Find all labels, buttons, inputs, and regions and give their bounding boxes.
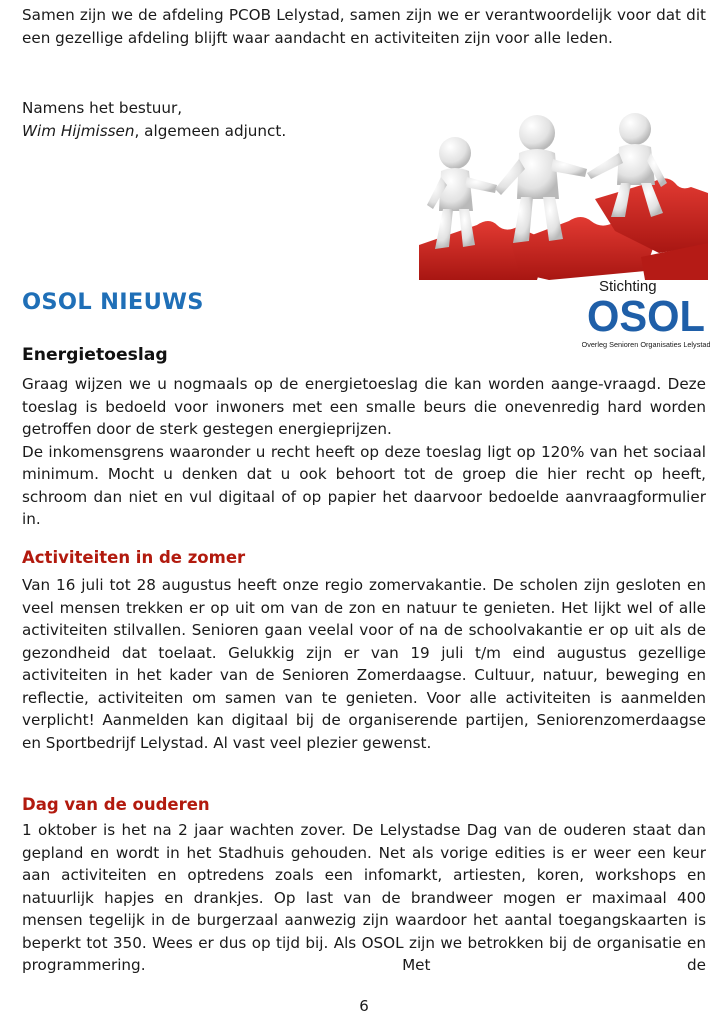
section-body-activiteiten: Van 16 juli tot 28 augustus heeft onze regio zomervakantie. De scholen zijn gesloten en veel mensen trekken er op uit om van de zon en natuur te genieten. Het lijkt wel of alle activiteiten stilvallen. Senioren gaan veelal voor of na de schoolvakantie er op uit als de gezondheid dat toelaat. Gelukkig zijn er van 19 juli t/m eind augustus gezellige activiteiten in het kader van de Senioren Zomerdaagse. Cultuur, natuur, beweging en reflectie, activiteiten om samen van te genieten. Voor alle activiteiten is aanmelden verplicht! Aanmelden kan digitaal bij de organiserende partijen, Seniorenzomerdaagse en Sportbedrijf Lelystad. Al vast veel plezier gewenst. [22,576,706,752]
signer-role: , algemeen adjunct. [134,121,287,140]
section-body-dag-van-de-ouderen: 1 oktober is het na 2 jaar wachten zover. De Lelystadse Dag van de ouderen staat dan gepland en wordt in het Stadhuis gehouden. Net als vorige edities is er weer een keur aan activiteiten en optredens zoals een infomarkt, artiesten, koren, workshops en natuurlijk hapjes en drankjes. Op last van de brandweer mogen er maximaal 400 mensen tegelijk in de burgerzaal aanwezig zijn waardoor het aantal toegangskaarten is beperkt tot 350. Wees er dus op tijd bij. Als OSOL zijn we betrokken bij de organisatie en programmering. Met de [22,821,706,974]
intro-paragraph: Samen zijn we de afdeling PCOB Lelystad, samen zijn we er verantwoordelijk voor dat dit een gezellige afdeling blijft waar aandacht en activiteiten zijn voor alle leden. [22,6,706,47]
osol-logo-graphic [582,277,710,355]
signer-name: Wim Hijmissen [22,121,135,140]
energietoeslag-paragraph-1: Graag wijzen we u nogmaals op de energietoeslag die kan worden aange-vraagd. Deze toeslag is bedoeld voor inwoners met een smalle beurs die onevenredig hard worden getroffen door de sterk gestegen energieprijzen. [22,375,706,438]
section-heading-activiteiten: Activiteiten in de zomer [22,548,246,567]
teamwork-puzzle-illustration [419,113,708,280]
osol-news-title: OSOL NIEUWS [22,289,204,315]
section-heading-energietoeslag: Energietoeslag [22,345,168,365]
signoff-line: Namens het bestuur, [22,99,183,117]
logo-stichting-text: Stichting [599,278,657,295]
section-body-energietoeslag [22,373,706,531]
page-number: 6 [359,997,369,1015]
logo-osol-text: OSOL [587,292,705,341]
energietoeslag-paragraph-2: De inkomensgrens waaronder u recht heeft op deze toeslag ligt op 120% van het sociaal minimum. Mocht u denken dat u ook behoort tot de groep die hier recht op heeft, schroom dan niet en vul digitaal of op papier het daarvoor bedoelde aanvraagformulier in. [22,442,706,528]
section-heading-dag-van-de-ouderen: Dag van de ouderen [22,795,210,814]
osol-logo [582,277,710,355]
logo-tagline-text: Overleg Senioren Organisaties Lelystad [582,340,710,349]
